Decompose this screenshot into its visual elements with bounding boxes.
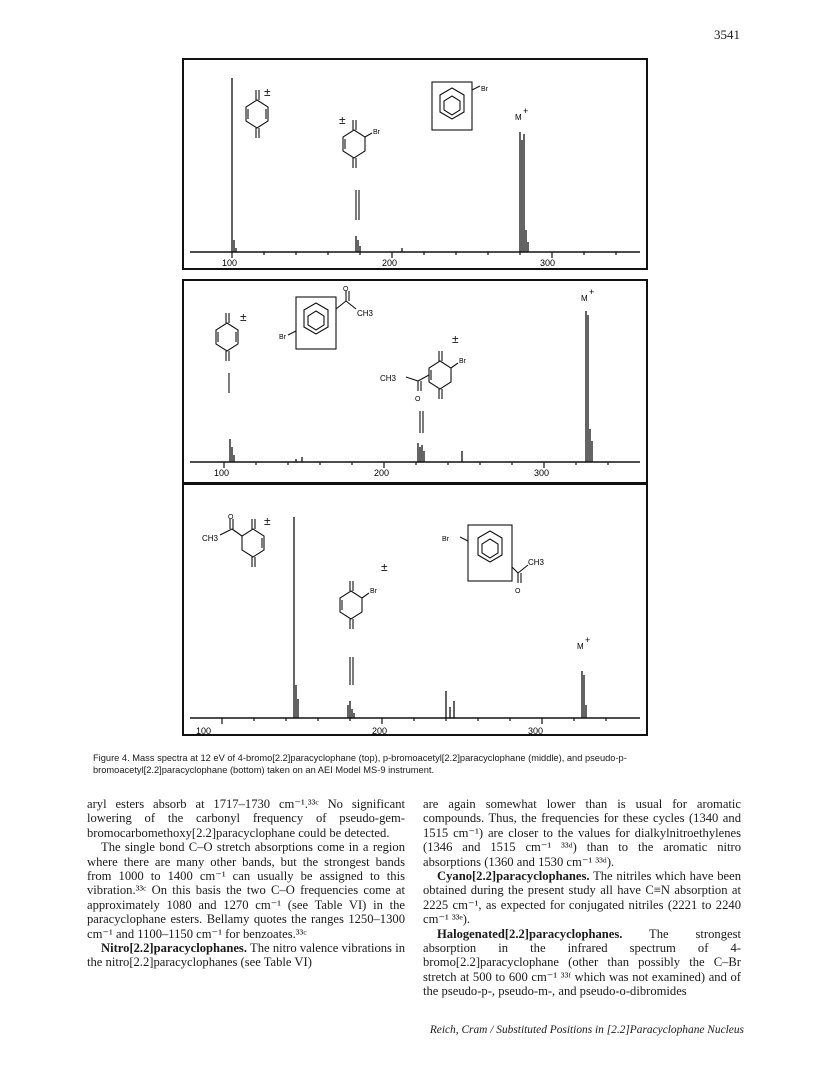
tick-label-200: 200	[372, 726, 388, 734]
right-paragraph-2	[423, 869, 741, 927]
molecular-ion-label: M	[515, 113, 522, 122]
molecular-ion-label: M	[577, 642, 584, 651]
right-paragraph-2-text: The nitriles which have been obtained during the present study all have C≡N absorption at 2225 cm⁻¹, as expected for conjugated nitriles (2221 to 2240 cm⁻¹ ³³ᵉ).	[423, 869, 741, 927]
parent-br-label: Br	[481, 86, 488, 93]
tick-label-200: 200	[374, 468, 390, 478]
spectrum-middle-plot	[184, 281, 646, 482]
right-column	[423, 797, 741, 999]
fragment-structure-2	[339, 113, 372, 220]
fragment-br-label: Br	[370, 588, 377, 595]
spectrum-peaks	[294, 517, 586, 718]
fragment-structure-1	[220, 514, 271, 567]
parent-o-label: O	[515, 588, 521, 595]
parent-o-label: O	[343, 286, 349, 293]
parent-ch3-label: CH3	[528, 558, 545, 567]
right-paragraph-1: are again somewhat lower than is usual for aromatic compounds. Thus, the frequencies for these cycles (1340 and 1515 cm⁻¹) are closer to the values for dialkylnitroethylenes (1346 and 1515 cm⁻¹ ³³ᵈ) than to the aromatic nitro absorptions (1360 and 1530 cm⁻¹ ³³ᵈ).	[423, 797, 741, 869]
tick-label-300: 300	[540, 258, 556, 268]
parent-br-label: Br	[442, 536, 449, 543]
svg-text:±: ±	[339, 113, 346, 127]
spectrum-top-plot	[184, 60, 646, 268]
left-paragraph-3	[87, 941, 405, 970]
right-paragraph-3-text: The strongest absorption in the infrared spectrum of 4-bromo[2.2]paracyclophane (other than possibly the C–Br stretch at 500 to 600 cm⁻¹ ³³ᶠ which was not examined) and of the pseudo-p-, pseudo-m-, and pseudo-o-dibromides	[423, 926, 741, 999]
tick-label-200: 200	[382, 258, 398, 268]
fragment-structure-1	[246, 85, 271, 138]
molecular-ion-sup: +	[523, 106, 529, 116]
parent-structure-top	[432, 82, 480, 130]
left-paragraph-1: aryl esters absorb at 1717–1730 cm⁻¹.³³ᶜ No significant lowering of the carbonyl frequency of pseudo-gem-bromocarbomethoxy[2.2]paracyclophane could be detected.	[87, 797, 405, 840]
parent-structure-bottom	[460, 525, 528, 583]
fragment-o-label: O	[415, 396, 421, 403]
tick-label-300: 300	[528, 726, 544, 734]
svg-text:±: ±	[452, 332, 459, 346]
tick-label-100: 100	[196, 726, 212, 734]
fragment-ch3-label: CH3	[380, 374, 397, 383]
spectrum-panel-bottom	[182, 483, 648, 736]
section-heading-halogenated: Halogenated[2.2]paracyclophanes.	[437, 926, 623, 941]
figure-caption: Figure 4. Mass spectra at 12 eV of 4-bromo[2.2]paracyclophane (top), p-bromoacetyl[2.2]paracyclophane (middle), and pseudo-p-bromoacetyl[2.2]paracyclophane (bottom) taken on an AEI Model MS-9 instrument.	[93, 753, 627, 775]
left-paragraph-2: The single bond C–O stretch absorptions come in a region where there are many other bands, but the strongest bands from 1000 to 1400 cm⁻¹ can usually be assigned to this vibration.³³ᶜ On this basis the two C–O frequencies come at approximately 1080 and 1270 cm⁻¹ (see Table VI) in the paracyclophane esters. Bellamy quotes the ranges 1250–1300 cm⁻¹ and 1100–1150 cm⁻¹ for benzoates.³³ᶜ	[87, 840, 405, 941]
axis-ticks	[232, 252, 616, 258]
fragment-br-label: Br	[459, 358, 466, 365]
spectrum-bottom-plot	[184, 485, 646, 734]
axis-ticks	[222, 718, 606, 724]
svg-text:±: ±	[264, 514, 271, 528]
left-column	[87, 797, 405, 970]
spectrum-panel-middle	[182, 279, 648, 484]
svg-text:±: ±	[264, 85, 271, 99]
axis-ticks	[224, 462, 608, 468]
molecular-ion-label: M	[581, 294, 588, 303]
fragment-o-label: O	[228, 514, 234, 521]
molecular-ion-sup: +	[585, 635, 591, 645]
spectrum-panel-top	[182, 58, 648, 270]
section-heading-cyano: Cyano[2.2]paracyclophanes.	[437, 869, 590, 884]
fragment-structure-1	[216, 310, 247, 393]
tick-label-300: 300	[534, 468, 550, 478]
tick-label-100: 100	[222, 258, 238, 268]
running-footer: Reich, Cram / Substituted Positions in [2.2]Paracyclophane Nucleus	[429, 1024, 744, 1036]
svg-text:±: ±	[240, 310, 247, 324]
right-paragraph-3	[423, 927, 741, 999]
parent-ch3-label: CH3	[357, 309, 374, 318]
section-heading-nitro: Nitro[2.2]paracyclophanes.	[101, 941, 247, 956]
left-paragraph-3-text: The nitro valence vibrations in the nitro[2.2]paracyclophanes (see Table VI)	[87, 941, 405, 970]
page-number: 3541	[714, 27, 740, 42]
fragment-structure-2	[340, 560, 388, 685]
fragment-structure-2	[406, 332, 459, 433]
molecular-ion-sup: +	[589, 287, 595, 297]
parent-structure-middle	[288, 291, 356, 349]
spectrum-peaks	[232, 78, 528, 252]
tick-label-100: 100	[214, 468, 230, 478]
fragment-br-label: Br	[373, 129, 380, 136]
parent-br-label: Br	[279, 334, 286, 341]
svg-text:±: ±	[381, 560, 388, 574]
fragment-ch3-label: CH3	[202, 534, 219, 543]
